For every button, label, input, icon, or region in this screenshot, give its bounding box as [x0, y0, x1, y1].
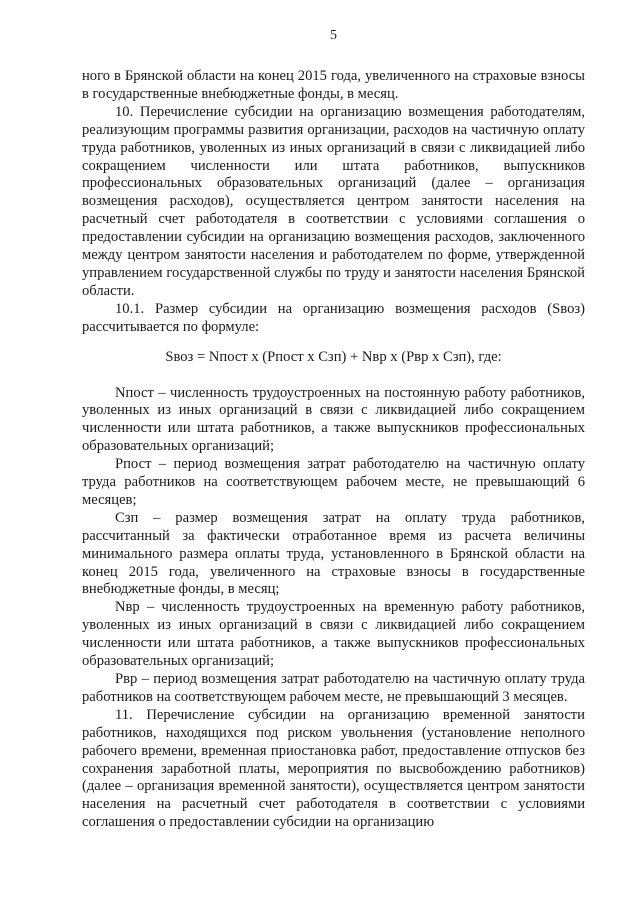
paragraph-11: 11. Перечисление субсидии на организацию временной занятости работников, находящихся под риском увольнения (установление неполного рабочего времени, временная приостановка работ, предоставление отпусков без сохранения заработной платы, мероприятия по высвобождению работников) (далее – организация временной занятости), осуществляется центром занятости населения на расчетный счет работодателя в соответствии с условиями соглашения о предоставлении субсидии на организацию — [82, 706, 585, 831]
page-number: 5 — [330, 28, 337, 43]
definition-nvr: Nвр – численность трудоустроенных на временную работу работников, уволенных из иных организаций в связи с ликвидацией либо сокращением численности или штата работников, а также выпускников профессиональных образовательных организаций; — [82, 599, 585, 670]
formula: Sвоз = Nпост х (Рпост х Сзп) + Nвр х (Рвр х Сзп), где: — [165, 348, 502, 365]
definition-npost: Nпост – численность трудоустроенных на постоянную работу работников, уволенных из иных организаций в связи с ликвидацией либо сокращением численности или штата работников, а также выпускников профессиональных образовательных организаций; — [82, 384, 585, 455]
definition-rpost: Рпост – период возмещения затрат работодателю на частичную оплату труда работников на соответствующем рабочем месте, не превышающий 6 месяцев; — [82, 456, 585, 508]
paragraph-10-1: 10.1. Размер субсидии на организацию возмещения расходов (Sвоз) рассчитывается по формуле: — [82, 300, 585, 335]
definition-rvr: Рвр – период возмещения затрат работодателю на частичную оплату труда работников на соответствующем рабочем месте, не превышающий 3 месяцев. — [82, 671, 585, 705]
paragraph-continuation: ного в Брянской области на конец 2015 года, увеличенного на страховые взносы в государственные внебюджетные фонды, в месяц. — [82, 68, 585, 102]
definition-szp: Сзп – размер возмещения затрат на оплату труда работников, рассчитанный за фактически отработанное время из расчета величины минимального размера оплаты труда, установленного в Брянской области на конец 2015 года, увеличенного на страховые взносы в государственные внебюджетные фонды, в месяц; — [82, 509, 585, 598]
paragraph-10: 10. Перечисление субсидии на организацию возмещения работодателям, реализующим программы развития организации, расходов на частичную оплату труда работников, уволенных из иных организаций в связи с ликвидацией либо сокращением численности или штата работников, выпускников профессиональных образовательных организаций (далее – организация возмещения расходов), осуществляется центром занятости населения на расчетный счет работодателя в соответствии с условиями соглашения о предоставлении субсидии на организацию возмещения расходов, заключенного между центром занятости населения и работодателем по форме, утвержденной управлением государственной службы по труду и занятости населения Брянской области. — [82, 103, 585, 299]
